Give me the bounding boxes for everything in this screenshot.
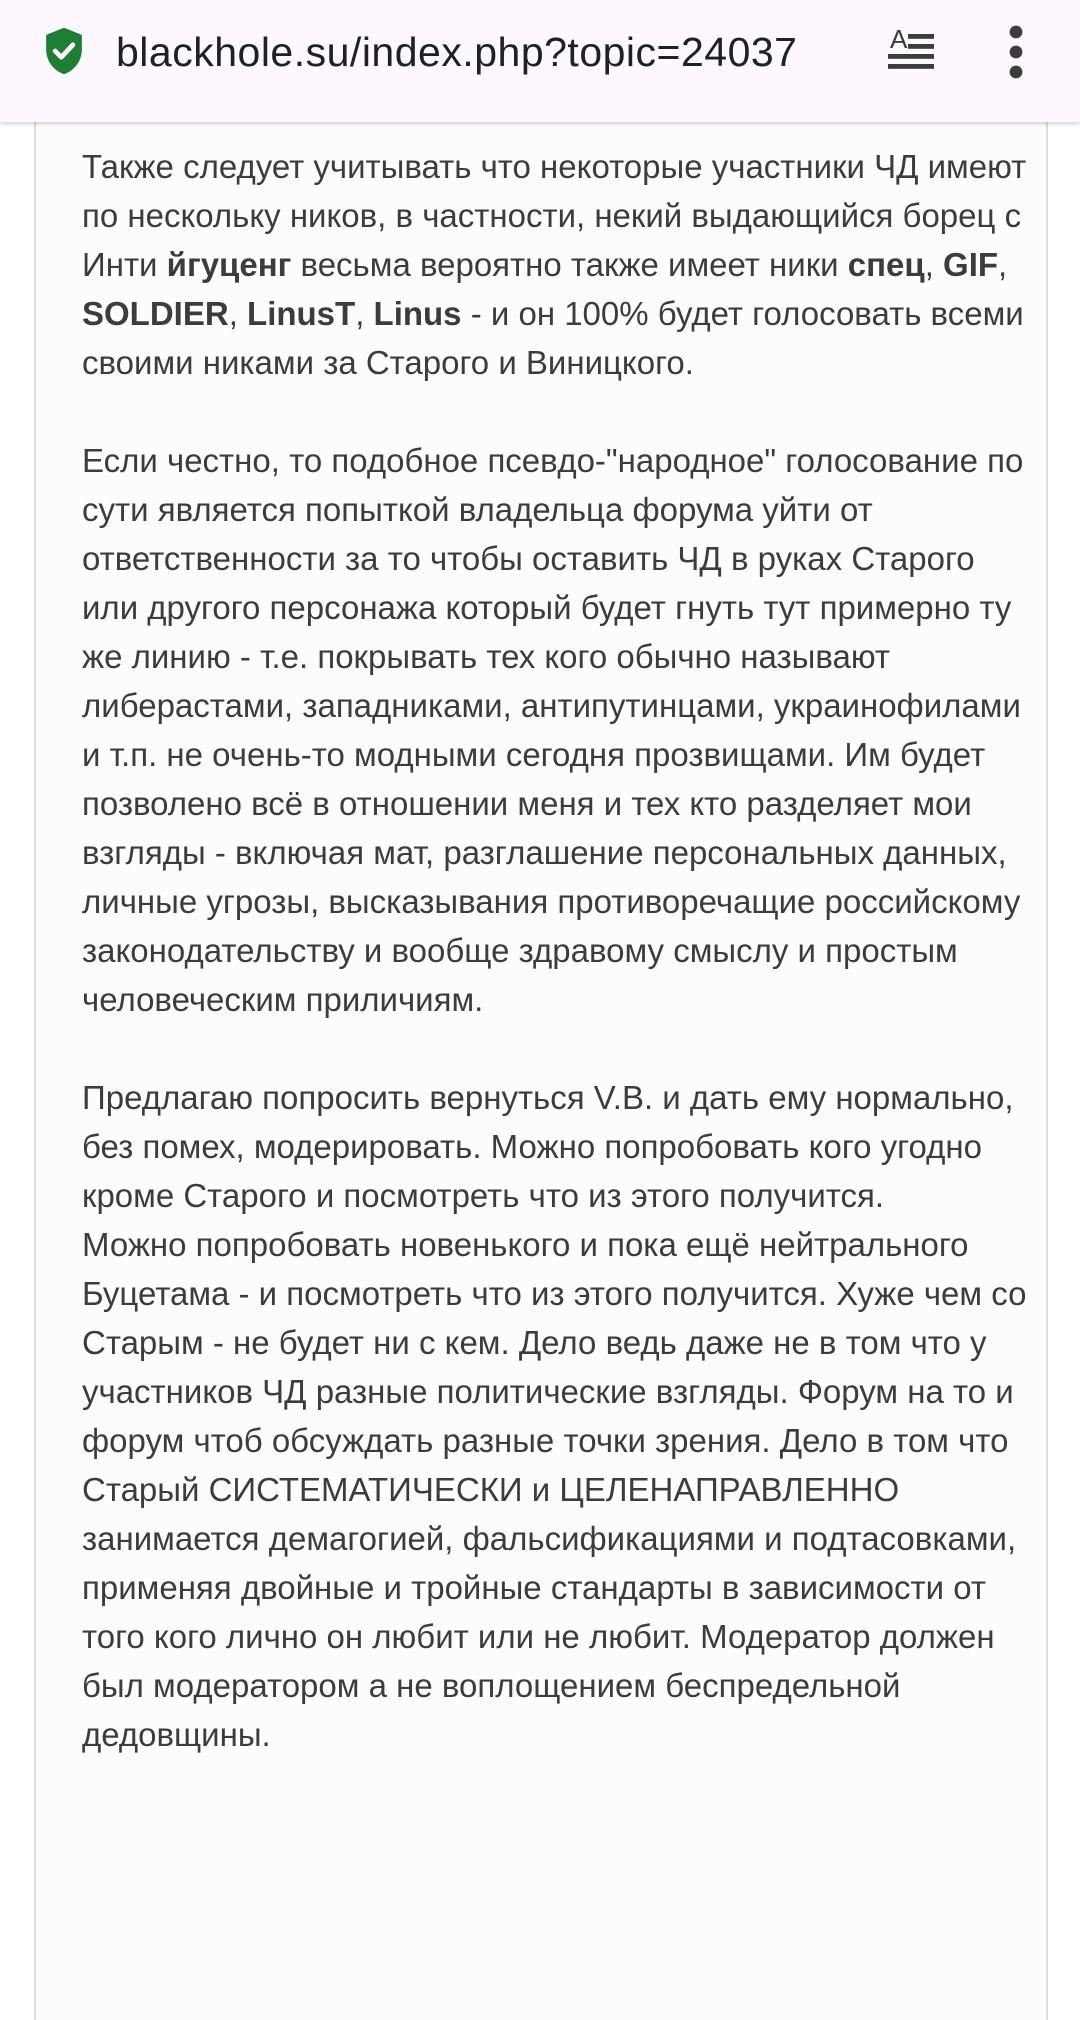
post-paragraph-2: Если честно, то подобное псевдо-"народное" голосование по сути является попыткой владельца форума уйти от ответственности за то чтобы оставить ЧД в руках Старого или другого персонажа который будет гнуть тут примерно ту же линию - т.е. покрывать тех кого обычно называют либерастами, западниками, антипутинцами, украинофилами и т.п. не очень-то модными сегодня прозвищами. Им будет позволено всё в отношении меня и тех кто разделяет мои взгляды - включая мат, разглашение персональных данных, личные угрозы, высказывания противоречащие российскому законодательству и вообще здравому смыслу и простым человеческим приличиям. (82, 442, 1024, 1018)
nickname: йгуценг (166, 246, 292, 283)
nickname: Linus (373, 295, 462, 332)
nickname: спец (847, 246, 925, 283)
nickname: SOLDIER (82, 295, 229, 332)
text-span: , (228, 295, 248, 332)
url-bar[interactable]: blackhole.su/index.php?topic=24037 (116, 29, 798, 75)
post-paragraph-4: Можно попробовать новенького и пока ещё нейтрального Буцетама - и посмотреть что из этого получится. Хуже чем со Старым - не будет ни с кем. Дело ведь даже не в том что у участников ЧД разные политические взгляды. Форум на то и форум чтоб обсуждать разные точки зрения. Дело в том что Старый СИСТЕМАТИЧЕСКИ и ЦЕЛЕНАПРАВЛЕННО занимается демагогией, фальсификациями и подтасовками, применяя двойные и тройные стандарты в зависимости от того кого лично он любит или не любит. Модератор должен был модератором а не воплощением беспредельной дедовщины. (82, 1226, 1027, 1753)
text-span: - и он 100% будет голосовать всеми своими никами за Старого и Виницкого. (82, 295, 1024, 381)
more-vertical-icon[interactable] (998, 22, 1034, 82)
spacer (82, 1024, 1032, 1073)
nickname: GIF (943, 246, 999, 283)
post-paragraph-3: Предлагаю попросить вернуться V.B. и дать ему нормально, без помех, модерировать. Можно попробовать кого угодно кроме Старого и посмотреть что из этого получится. (82, 1079, 1014, 1214)
url-fade (800, 20, 860, 84)
post-body (82, 142, 1032, 1759)
text-span: , (998, 246, 1008, 283)
browser-toolbar (0, 0, 1080, 122)
text-span: , (355, 295, 374, 332)
svg-text:A: A (890, 24, 908, 54)
spacer (82, 387, 1032, 436)
nickname: LinusT (247, 295, 356, 332)
secure-shield-icon[interactable] (42, 26, 86, 76)
text-span: , (924, 246, 944, 283)
post-paragraph-1 (82, 142, 1032, 387)
page-content (0, 122, 1080, 2020)
text-span: весьма вероятно также имеет ники (291, 246, 848, 283)
text-format-icon[interactable] (884, 22, 940, 78)
forum-post (34, 122, 1048, 2020)
text-span: Также следует учитывать что некоторые участники ЧД имеют по нескольку ников, в частности, некий выдающийся борец с Инти (82, 148, 1027, 283)
